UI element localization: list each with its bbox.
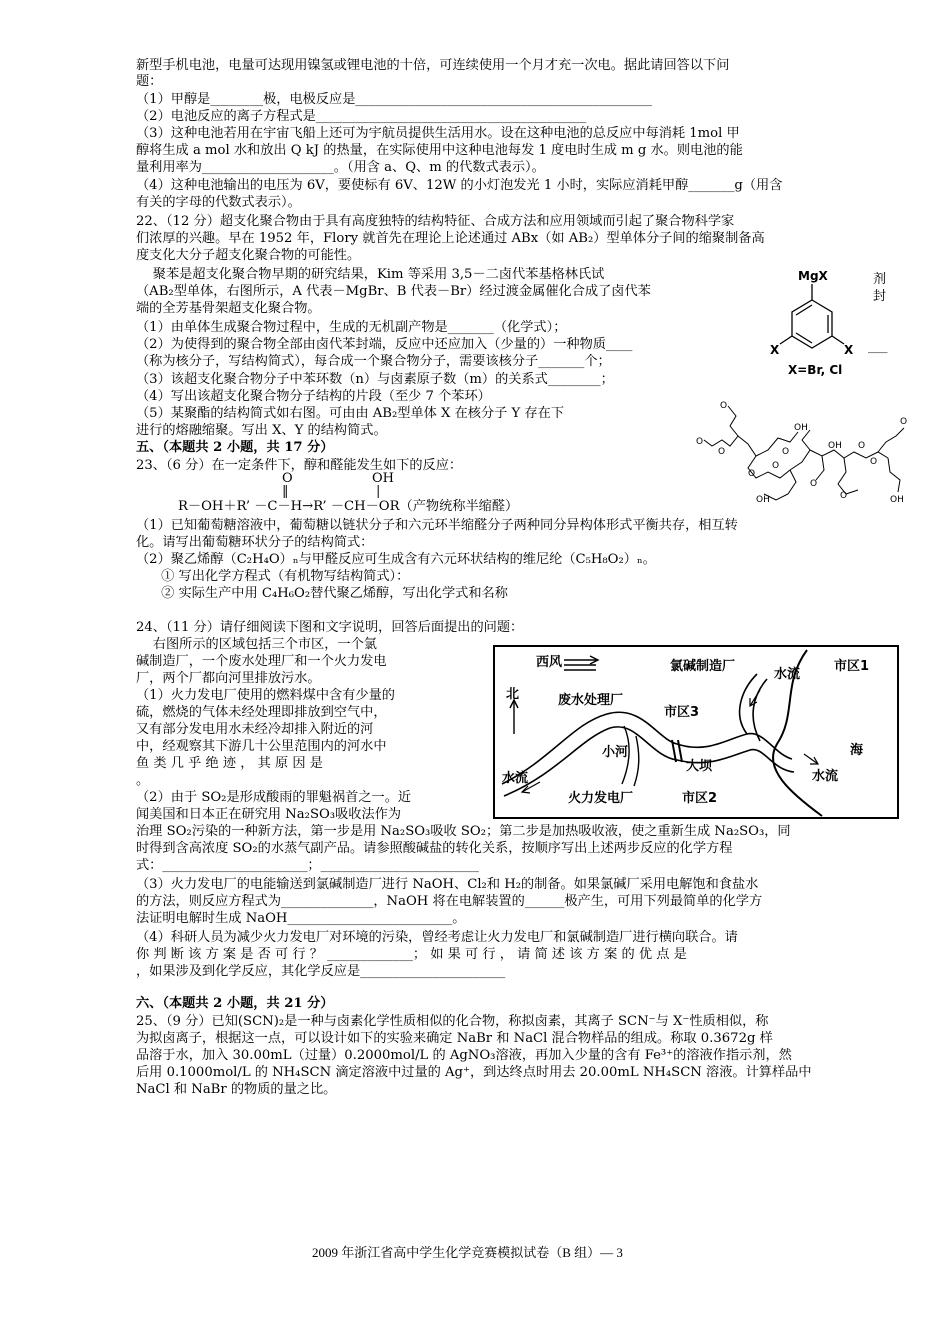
question-25-title: 25、（9 分）已知(SCN)₂是一种与卤素化学性质相似的化合物，称拟卤素，其离子 SCN⁻与 X⁻性质相似，称 (136, 1014, 769, 1029)
text-line: （2）电池反应的离子方程式是_________________________________________ (136, 109, 587, 124)
atom-label: O (772, 461, 780, 471)
polyester-chain (756, 432, 798, 456)
bond-to-x-right (832, 336, 844, 344)
text-line: 碱制造厂，一个废水处理厂和一个火力发电 (136, 654, 387, 669)
label-dam: 大坝 (686, 759, 713, 774)
text-line: 法证明电解时生成 NaOH_________________________。 (136, 911, 466, 926)
ring-double-bond (796, 305, 812, 315)
carbonyl-oxygen: O (282, 471, 293, 486)
polyester-chain (704, 406, 738, 446)
section-5-title: 五、（本题共 2 小题，共 17 分） (136, 440, 334, 455)
label-wastewater-plant: 废水处理厂 (558, 693, 624, 708)
atom-label: OH (756, 495, 770, 505)
atom-label: OH (890, 495, 904, 505)
text-line: 们浓厚的兴趣。早在 1952 年，Flory 就首先在理论上论述通过 ABx（如 AB₂）型单体分子间的缩聚制备高 (136, 231, 765, 246)
section-6-title: 六、（本题共 2 小题，共 21 分） (136, 996, 334, 1011)
text-line: 你 判 断 该 方 案 是 否 可 行 ？ _____________； 如 果 可 行 ， 请 简 述 该 方 案 的 优 点 是 (136, 947, 687, 962)
label-power-plant: 火力发电厂 (568, 791, 634, 806)
mgx-label: MgX (798, 269, 828, 283)
text-line: （1）火力发电厂使用的燃料煤中含有少量的 (136, 688, 395, 703)
text-line: （3）火力发电厂的电能输送到氯碱制造厂进行 NaOH、Cl₂和 H₂的制备。如果氯碱厂采用电解饱和食盐水 (136, 877, 759, 892)
text-line: 醇将生成 a mol 水和放出 Q kJ 的热量，在实际使用中这种电池每发 1 度电时生成 m g 水。则电池的能 (136, 143, 743, 158)
side-blank: ___ (868, 339, 888, 354)
text-line: 鱼 类 几 乎 绝 迹 ， 其 原 因 是 (136, 756, 323, 771)
text-line: （称为核分子，写结构简式），每合成一个聚合物分子，需要该核分子_______个； (136, 354, 611, 369)
text-line: 式：______________________；________________________ (136, 858, 479, 873)
region-map (492, 644, 902, 822)
text-line: ② 实际生产中用 C₄H₆O₂替代聚乙烯醇，写出化学式和名称 (136, 586, 508, 601)
atom-label: O (718, 447, 726, 457)
text-line: 端的全芳基骨架超支化聚合物。 (136, 301, 321, 316)
label-city-3: 市区3 (664, 705, 700, 720)
text-line: ① 写出化学方程式（有机物写结构简式）： (136, 569, 410, 584)
label-west-wind: 西风 (536, 655, 563, 670)
text-line: （3）这种电池若用在宇宙飞船上还可为宇航员提供生活用水。设在这种电池的总反应中每消耗 1mol 甲 (136, 126, 740, 141)
text-line: （AB₂型单体，右图所示，A 代表－MgBr、B 代表－Br）经过渡金属催化合成了卤代苯 (136, 284, 651, 299)
text-line: （1）由单体生成聚合物过程中，生成的无机副产物是_______（化学式）； (136, 320, 567, 335)
hydroxyl-label: OH (372, 471, 394, 486)
label-water-flow: 水流 (774, 667, 801, 682)
text-line: 为拟卤离子，根据这一点，可以设计如下的实验来确定 NaBr 和 NaCl 混合物样品的组成。称取 0.3672g 样 (136, 1031, 773, 1046)
side-char-ji: 剂 (873, 272, 887, 287)
text-line: 有关的字母的代数式表示）。 (136, 195, 301, 210)
text-line: （4）科研人员为减少火力发电厂对环境的污染，曾经考虑让火力发电厂和氯碱制造厂进行横向联合。请 (136, 930, 738, 945)
text-line: 时得到含高浓度 SO₂的水蒸气副产品。请参照酸碱盐的转化关系，按顺序写出上述两步反应的化学方程 (136, 841, 733, 856)
text-line: 中，经观察其下游几十公里范围内的河水中 (136, 739, 387, 754)
label-small-river: 小河 (602, 745, 629, 760)
label-water-flow: 水流 (502, 771, 529, 786)
atom-label: OH (828, 441, 842, 451)
polyester-chain (738, 436, 790, 478)
side-char-feng: 封 (873, 289, 887, 304)
text-line: 化。请写出葡萄糖环状分子的结构简式： (136, 535, 374, 550)
text-line: 又有部分发电用水未经冷却排入附近的河 (136, 722, 374, 737)
text-line: 治理 SO₂污染的一种新方法，第一步是用 Na₂SO₃吸收 SO₂；第二步是加热吸收液，使之重新生成 Na₂SO₃，同 (136, 824, 791, 839)
text-line: （1）甲醇是________极，电极反应是_____________________________________________ (136, 92, 653, 107)
text-line: 新型手机电池，电量可达现用镍氢或锂电池的十倍，可连续使用一个月才充一次电。据此请回答以下问 (136, 58, 730, 73)
text-line: （1）已知葡萄糖溶液中，葡萄糖以链状分子和六元环半缩醛分子两种同分异构体形式平衡共存，相互转 (136, 518, 738, 533)
atom-label: OH (794, 423, 808, 433)
single-bond: | (376, 484, 381, 499)
monomer-structure (760, 262, 880, 382)
text-line: 。 (136, 773, 150, 788)
text-line: 品溶于水，加入 30.00mL（过量）0.2000mol/L 的 AgNO₃溶液，再加入少量的含有 Fe³⁺的溶液作指示剂，然 (136, 1048, 792, 1063)
label-city-2: 市区2 (682, 791, 718, 806)
label-chlor-alkali-plant: 氯碱制造厂 (670, 659, 736, 674)
text-line: 硫，燃烧的气体未经处理即排放到空气中， (136, 705, 387, 720)
text-line: 聚苯是超支化聚合物早期的研究结果，Kim 等采用 3,5－二卤代苯基格林氏试 (136, 267, 605, 282)
double-bond: ‖ (282, 484, 289, 499)
text-line: 后用 0.1000mol/L 的 NH₄SCN 滴定溶液中过量的 Ag⁺，到达终点时用去 20.00mL NH₄SCN 溶液。计算样品中 (136, 1065, 812, 1080)
question-22-title: 22、（12 分）超支化聚合物由于具有高度独特的结构特征、合成方法和应用领域而引起了聚合物科学家 (136, 214, 735, 229)
text-line: （4）这种电池输出的电压为 6V，要使标有 6V、12W 的小灯泡发光 1 小时，实际应消耗甲醇_______g（用含 (136, 178, 783, 193)
label-sea: 海 (850, 743, 864, 758)
text-line: （2）由于 SO₂是形成酸雨的罪魁祸首之一。近 (136, 790, 412, 805)
text-line: （3）该超支化聚合物分子中苯环数（n）与卤素原子数（m）的关系式________； (136, 372, 614, 387)
atom-label: O (840, 491, 848, 501)
text-line: 厂，两个厂都向河里排放污水。 (136, 671, 321, 686)
reaction-equation: R－OH＋R’ －C－H→R’ －CH－OR（产物统称半缩醛） (178, 499, 519, 514)
text-line: 闻美国和日本正在研究用 Na₂SO₃吸收法作为 (136, 807, 402, 822)
text-line: 度支化大分子超支化聚合物的可能性。 (136, 248, 361, 263)
atom-label: O (782, 447, 790, 457)
text-line: （2）聚乙烯醇（C₂H₄O）ₙ与甲醛反应可生成含有六元环状结构的维尼纶（C₅H₈O₂）ₙ。 (136, 552, 656, 567)
benzene-ring (792, 300, 832, 348)
text-line: （2）为使得到的聚合物全部由卤代苯封端，反应中还应加入（少量的）一种物质____ (136, 337, 633, 352)
text-line: ，如果涉及到化学反应，其化学反应是______________________ (136, 964, 506, 979)
polyester-chain (888, 458, 900, 492)
x-right-label: X (844, 343, 854, 357)
label-north: 北 (506, 687, 520, 702)
question-24-title: 24、（11 分）请仔细阅读下图和文字说明，回答后面提出的问题： (136, 620, 524, 635)
atom-label: O (810, 479, 818, 489)
question-23-title: 23、（6 分）在一定条件下，醇和醛能发生如下的反应： (136, 458, 463, 473)
text-line: （4）写出该超支化聚合物分子结构的片段（至少 7 个苯环） (136, 389, 491, 404)
text-line: NaCl 和 NaBr 的物质的量之比。 (136, 1082, 337, 1097)
atom-label: O (720, 401, 728, 411)
text-line: 量利用率为____________________。（用含 a、Q、m 的代数式表示）。 (136, 160, 545, 175)
legend-label: X=Br, Cl (788, 363, 843, 377)
label-water-flow: 水流 (812, 769, 839, 784)
bond-to-x-left (780, 336, 792, 344)
atom-label: O (870, 457, 878, 467)
atom-label: O (858, 441, 866, 451)
x-left-label: X (770, 343, 780, 357)
label-city-1: 市区1 (834, 659, 870, 674)
atom-label: O (696, 437, 704, 447)
page-footer: 2009 年浙江省高中学生化学竞赛模拟试卷（B 组）— 3 (312, 1245, 623, 1260)
text-line: 进行的熔融缩聚。写出 X、Y 的结构简式。 (136, 423, 387, 438)
polyester-chain (878, 428, 904, 452)
text-line: （5）某聚酯的结构简式如右图。可由由 AB₂型单体 X 在核分子 Y 存在下 (136, 406, 565, 421)
text-line: 的方法，则反应方程式为______________，NaOH 将在电解装置的______极产生，可用下列最简单的化学方 (136, 894, 763, 909)
ring-double-bond (796, 333, 812, 343)
atom-label: O (900, 417, 908, 427)
polyester-chain (838, 458, 858, 494)
polyester-chain (816, 456, 824, 480)
text-line: 右图所示的区域包括三个市区，一个氯 (136, 637, 377, 652)
text-line: 题： (136, 74, 163, 89)
polyester-chain (790, 430, 810, 470)
atom-label: O (748, 469, 756, 479)
polyester-structure (690, 400, 915, 510)
